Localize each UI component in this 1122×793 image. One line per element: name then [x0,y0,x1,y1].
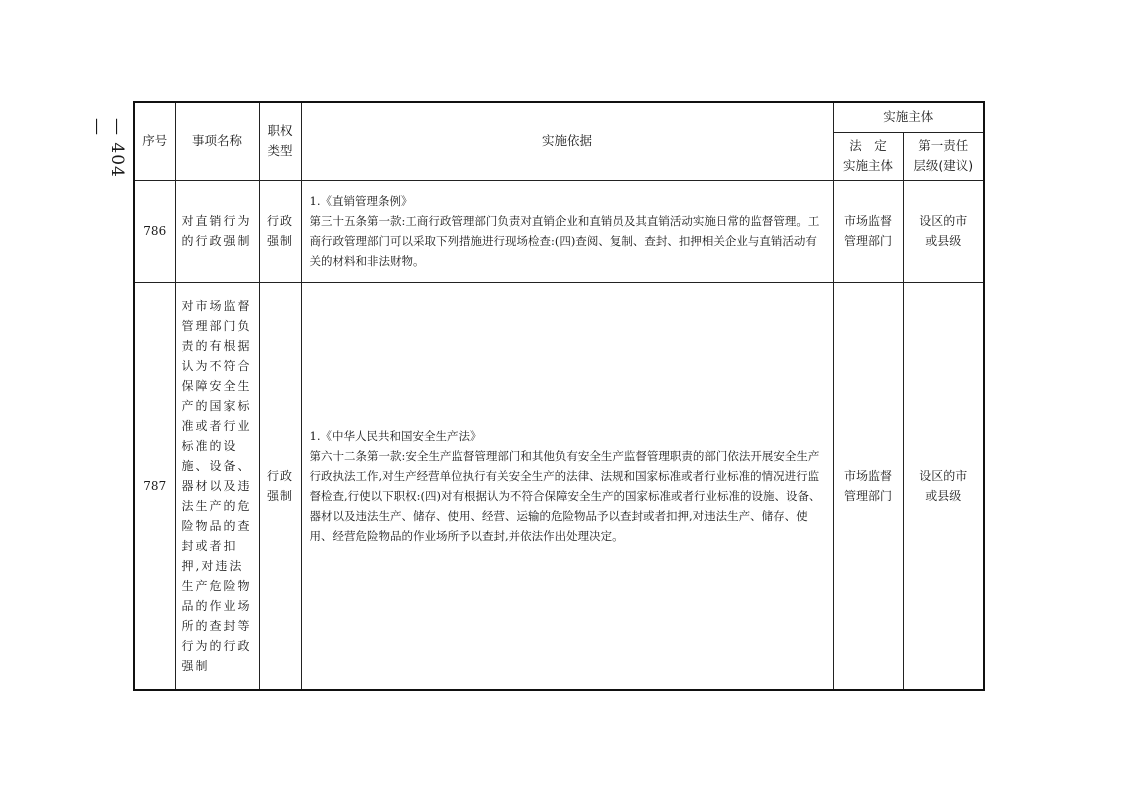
header-type [259,102,301,180]
row-legal-subject [833,180,903,282]
table-row-786 [134,180,984,282]
row-name: 对市场监督管理部门负责的有根据认为不符合保障安全生产的国家标准或者行业标准的设施、设备、器材以及违法生产的危险物品的查封或者扣押,对违法生产危险物品的作业场所的查封等行为的行政强制 [175,282,259,690]
row-basis [301,282,833,690]
header-seq: 序号 [134,102,175,180]
header-name: 事项名称 [175,102,259,180]
row-type [259,180,301,282]
basis-title: 1.《直销管理条例》 [309,194,413,208]
row-type-text: 行政强制 [266,468,293,503]
row-name: 对直销行为的行政强制 [175,180,259,282]
basis-text: 第三十五条第一款:工商行政管理部门负责对直销企业和直销员及其直销活动实施日常的监督管理。工商行政管理部门可以采取下列措施进行现场检查:(四)查阅、复制、查封、扣押相关企业与直销活动有关的材料和非法财物。 [309,214,820,268]
header-subject: 实施主体 [833,102,984,132]
page-number: — 404 — [87,118,127,178]
responsibility-table [133,101,985,691]
row-type-text: 行政强制 [266,214,293,248]
header-first-level-text: 第一责任 层级(建议) [913,138,974,173]
header-row-1 [134,102,984,132]
header-type-text: 职权 类型 [267,123,293,159]
row-first-level-text: 设区的市或县级 [919,468,968,503]
row-seq: 787 [134,282,175,690]
header-basis: 实施依据 [301,102,833,180]
basis-text: 第六十二条第一款:安全生产监督管理部门和其他负有安全生产监督管理职责的部门依法开展安全生产行政执法工作,对生产经营单位执行有关安全生产的法律、法规和国家标准或者行业标准的情况进行监督检查,行使以下职权:(四)对有根据认为不符合保障安全生产的国家标准或者行业标准的设施、设备、器材以及违法生产、储存、使用、经营、运输的危险物品予以查封或者扣押,对违法生产、储存、使用、经营危险物品的作业场所予以查封,并依法作出处理决定。 [309,448,821,543]
basis-title: 1.《中华人民共和国安全生产法》 [309,428,482,443]
row-first-level-text: 设区的市或县级 [919,214,968,248]
row-legal-subject-text: 市场监督管理部门 [843,468,892,503]
row-legal-subject [833,282,903,690]
row-legal-subject-text: 市场监督管理部门 [843,214,892,248]
row-first-level [903,282,984,690]
row-first-level [903,180,984,282]
row-seq: 786 [134,180,175,282]
row-basis [301,180,833,282]
row-type [259,282,301,690]
table-row-787 [134,282,984,690]
header-legal-subject-text: 法 定 实施主体 [842,138,893,173]
header-first-level [903,132,984,180]
header-legal-subject [833,132,903,180]
